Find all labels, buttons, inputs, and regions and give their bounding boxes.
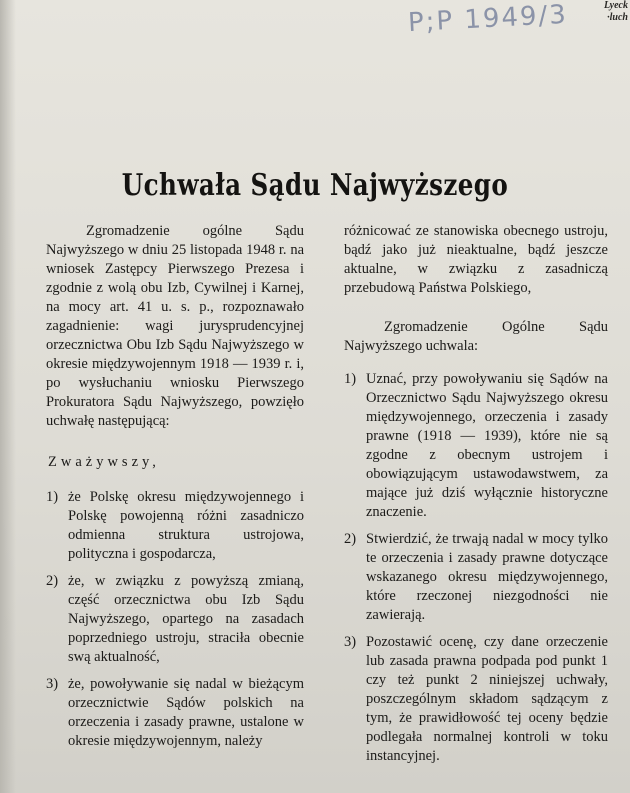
- resolution-item-number: 2): [344, 531, 357, 547]
- considering-item: [46, 675, 304, 751]
- considering-item-number: 1): [46, 489, 59, 505]
- resolution-item-text: Pozostawić ocenę, czy dane orzeczenie lub zasada prawna podpada pod punkt 1 czy też punkt 2 niniejszej uchwały, poszczególnym składom sądzącym z tym, że prawidłowość tej oceny będzie podlegała normalnej kontroli w toku instancyjnej.: [366, 634, 608, 764]
- right-column: [344, 222, 608, 774]
- considering-item-number: 2): [46, 573, 59, 589]
- corner-fragment-line-1: Lyeck: [603, 0, 628, 11]
- corner-fragment: [604, 0, 628, 24]
- intro-paragraph: Zgromadzenie ogólne Sądu Najwyższego w dniu 25 listopada 1948 r. na wniosek Zastępcy Pierwszego Prezesa i zgodnie z wolą obu Izb, Cywilnej i Karnej, na mocy art. 41 u. s. p., rozpoznawało zagadnienie: wagi jurysprudencyjnej orzecznictwa Obu Izb Sądu Najwyższego w okresie międzywojennym 1918 — 1939 r. i, po wysłuchaniu wniosku Pierwszego Prokuratora Sądu Najwyższego, powzięło uchwałę następującą:: [46, 223, 304, 429]
- resolution-item: [344, 370, 608, 522]
- considering-item: [46, 572, 304, 667]
- corner-fragment-line-2: ·luch: [607, 12, 628, 23]
- resolution-item: [344, 633, 608, 766]
- considering-item: [46, 488, 304, 564]
- considering-item-text: że Polskę okresu międzywojennego i Polskę powojenną różni zasadniczo odmienna struktura ustrojowa, polityczna i gospodarcza,: [68, 489, 304, 562]
- considering-item-number: 3): [46, 676, 59, 692]
- resolution-intro: Zgromadzenie Ogólne Sądu Najwyższego uchwala:: [344, 319, 608, 354]
- handwritten-annotation: P;P 1949/3: [407, 0, 569, 39]
- considering-item-text: że, w związku z powyższą zmianą, część orzecznictwa obu Izb Sądu Najwyższego, opartego na zasadach poprzedniego ustroju, straciła obecnie swą aktualność,: [68, 573, 304, 665]
- resolution-item-number: 1): [344, 371, 357, 387]
- resolution-item-text: Uznać, przy powoływaniu się Sądów na Orzecznictwo Sądu Najwyższego okresu międzywojennego, orzeczenia i zasady prawne (1918 — 1939), które nie są zgodne z obecnym ustrojem i obowiązującym ustawodawstwem, za mające już dziś wyłącznie historyczne znaczenie.: [366, 371, 608, 520]
- resolution-item: [344, 530, 608, 625]
- left-column: [46, 222, 304, 759]
- resolution-item-text: Stwierdzić, że trwają nadal w mocy tylko te orzeczenia i zasady prawne dotyczące wskazanego okresu międzywojennego, które rzeczonej niezgodności nie zawierają.: [366, 531, 608, 623]
- page-title: Uchwała Sądu Najwyższego: [121, 168, 509, 203]
- considering-item-text: że, powoływanie się nadal w bieżącym orzecznictwie Sądów polskich na orzeczenia i zasady prawne, ustalone w okresie międzywojennym, należy: [68, 676, 304, 749]
- page-fold-shadow: [0, 0, 16, 793]
- considering-header: Zważywszy,: [48, 454, 160, 470]
- resolution-item-number: 3): [344, 634, 357, 650]
- continuation-paragraph: różnicować ze stanowiska obecnego ustroju, bądź jako już nieaktualne, bądź jeszcze aktualne, w związku z zasadniczą przebudową Państwa Polskiego,: [344, 223, 608, 296]
